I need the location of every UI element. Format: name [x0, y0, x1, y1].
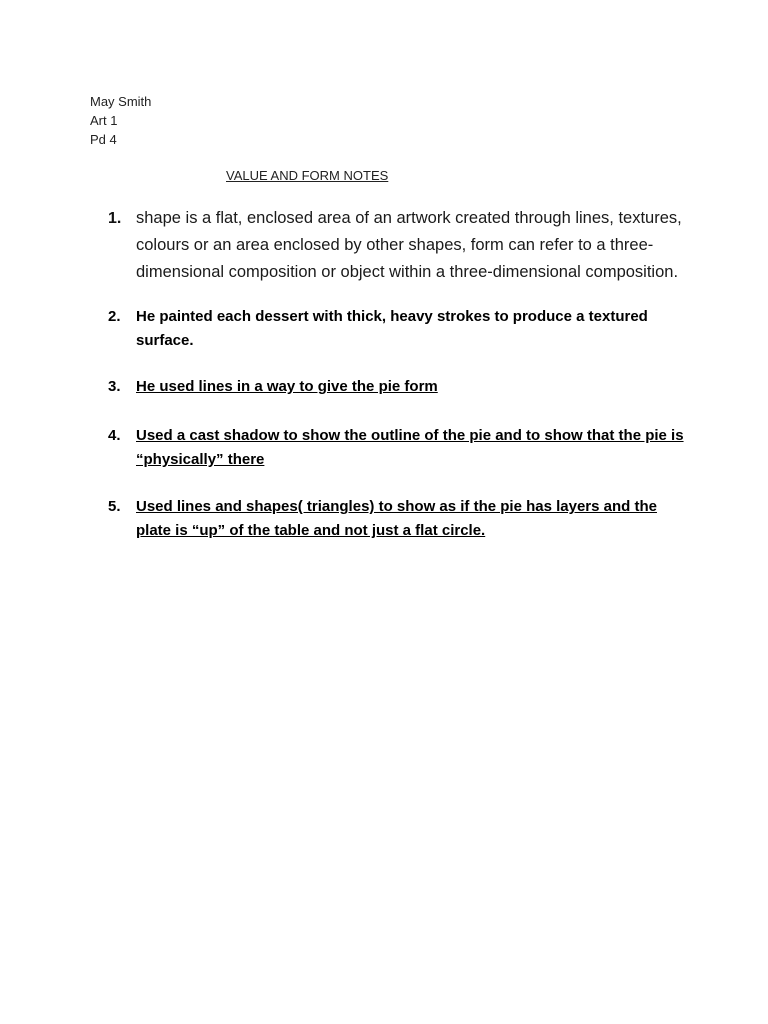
list-item — [108, 205, 688, 286]
list-item-text: Used a cast shadow to show the outline of the pie and to show that the pie is “physically” there — [136, 427, 684, 468]
list-item-text: He used lines in a way to give the pie form — [136, 378, 438, 395]
list-item-text: shape is a flat, enclosed area of an artwork created through lines, textures, colours or an area enclosed by other shapes, form can refer to a three-dimensional composition or object within a three-dimensional composition. — [136, 209, 682, 281]
page-title: VALUE AND FORM NOTES — [226, 168, 389, 183]
list-item-number: 5. — [108, 498, 121, 515]
list-item — [108, 424, 688, 472]
student-name: May Smith — [90, 94, 152, 109]
list-item-number: 4. — [108, 427, 121, 444]
list-item — [108, 495, 688, 543]
list-item-number: 1. — [108, 210, 122, 227]
list-item-text: Used lines and shapes( triangles) to show as if the pie has layers and the plate is “up” of the table and not just a flat circle. — [136, 498, 657, 539]
list-item — [108, 375, 688, 399]
notes-list — [108, 205, 688, 543]
list-item-number: 2. — [108, 308, 121, 325]
student-header — [90, 92, 151, 149]
list-item-text: He painted each dessert with thick, heavy strokes to produce a textured surface. — [136, 308, 648, 349]
class-period: Pd 4 — [90, 132, 117, 147]
list-item — [108, 305, 688, 353]
class-name: Art 1 — [90, 113, 118, 128]
list-item-number: 3. — [108, 378, 121, 395]
